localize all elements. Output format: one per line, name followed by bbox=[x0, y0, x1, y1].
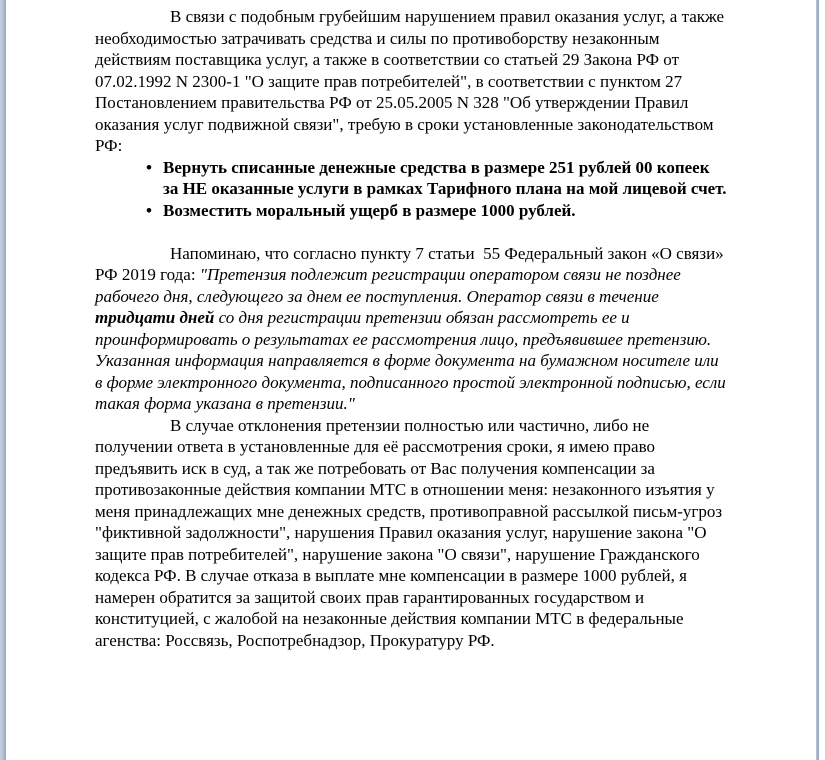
paragraph-consequences-text: В случае отклонения претензии полностью или частично, либо не получении ответа в установленные для её рассмотрения сроки, я имею право предъявить иск в суд, а так же потребовать от Вас получения компенсации за противозаконные действия компании МТС в отношении меня: незаконного изъятия у меня принадлежащих мне денежных средств, противоправной рассылкой письм-угроз "фиктивной задолжности", нарушения Правил оказания услуг, нарушение закона "О защите прав потребителей", нарушение закона "О связи", нарушение Гражданского кодекса РФ. В случае отказа в выплате мне компенсации в размере 1000 рублей, я намерен обратится за защитой своих прав гарантированных государством и конституцией, с жалобой на незаконные действия компании МТС в федеральные агенства: Россвязь, Роспотребнадзор, Прокуратуру РФ. bbox=[95, 415, 727, 650]
blank-line bbox=[95, 221, 727, 243]
demands-list bbox=[95, 157, 727, 222]
law-reminder-lead: Напоминаю, что согласно пункту 7 статьи 55 Федеральный закон «О связи» РФ 2019 года: bbox=[95, 243, 728, 284]
law-quote-part2: со дня регистрации претензии обязан рассмотреть ее и проинформировать о результатах ее рассмотрения лицо, предъявившее претензию. Указанная информация направляется в форме документа на бумажном носителе или в форме электронного документа, подписанного простой электронной подписью, если такая форма указана в претензии." bbox=[95, 308, 731, 413]
document-text-area[interactable] bbox=[95, 6, 731, 651]
paragraph-consequences bbox=[95, 415, 727, 652]
demand-item-refund bbox=[95, 157, 727, 200]
bullet-icon: • bbox=[146, 200, 152, 220]
law-quote-emphasis: тридцати дней bbox=[95, 308, 215, 327]
paragraph-intro bbox=[95, 6, 727, 157]
demand-item-damages bbox=[95, 200, 727, 222]
page-left-edge bbox=[0, 0, 6, 760]
demand-refund-text: Вернуть списанные денежные средства в размере 251 рублей 00 копеек за НЕ оказанные услуги в рамках Тарифного плана на мой лицевой счет. bbox=[163, 157, 727, 198]
demand-damages-text: Возместить моральный ущерб в размере 1000 рублей. bbox=[163, 200, 576, 220]
paragraph-intro-text: В связи с подобным грубейшим нарушением правил оказания услуг, а также необходимостью затрачивать средства и силы по противоборству незаконным действиям поставщика услуг, а также в соответствии со статьей 29 Закона РФ от 07.02.1992 N 2300-1 "О защите прав потребителей", в соответствии с пунктом 27 Постановлением правительства РФ от 25.05.2005 N 328 "Об утверждении Правил оказания услуг подвижной связи", требую в сроки установленные законодательством РФ: bbox=[95, 7, 729, 155]
paragraph-law-reminder bbox=[95, 243, 731, 415]
bullet-icon: • bbox=[146, 157, 152, 177]
law-quote-part1: "Претензия подлежит регистрации оператором связи не позднее рабочего дня, следующего за днем ее поступления. Оператор связи в течение bbox=[95, 265, 686, 306]
page-right-edge bbox=[816, 0, 819, 760]
